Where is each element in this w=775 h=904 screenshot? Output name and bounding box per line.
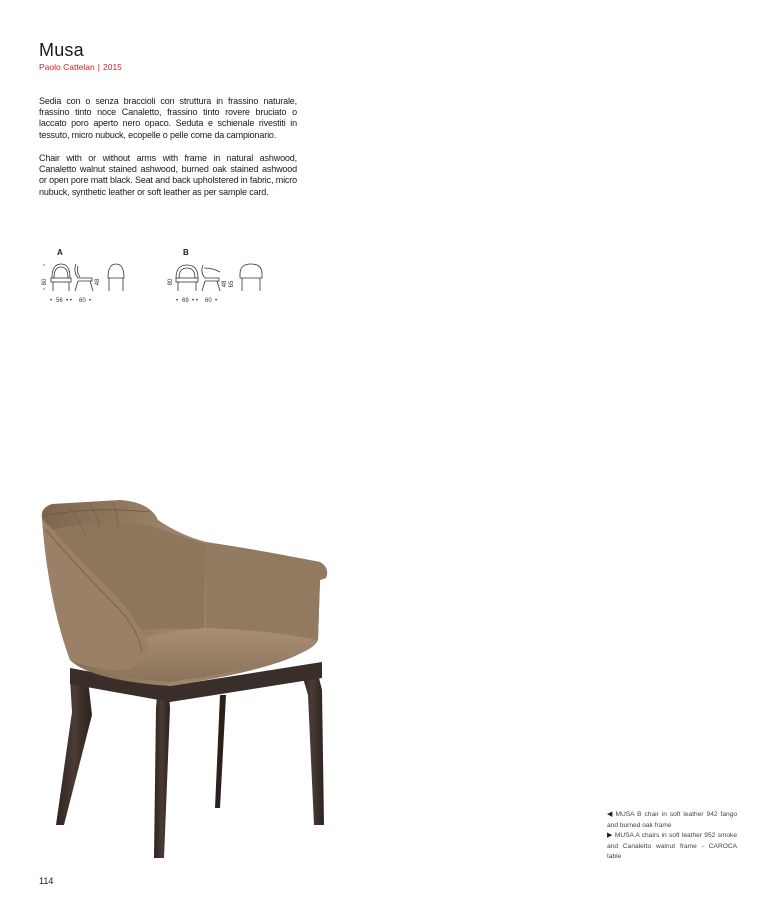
back-leg-left <box>215 695 226 808</box>
svg-text:•: • <box>176 298 179 304</box>
front-leg-left <box>56 678 92 825</box>
dim-a-seat: 48 <box>95 278 101 286</box>
dim-b-depth: 60 <box>205 298 212 304</box>
chair-arm-right <box>206 542 327 640</box>
chair-b-drawings <box>166 260 271 302</box>
chair-photo <box>30 490 340 870</box>
dim-b-seat: 48 <box>222 280 228 288</box>
photo-caption <box>607 810 737 863</box>
page-number: 114 <box>39 876 54 886</box>
description-italian: Sedia con o senza braccioli con struttura in frassino naturale, frassino tinto noce Canaletto, frassino tinto rovere bruciato o laccato poro aperto nero opaco. Seduta e schienale rivestiti in tessuto, micro nubuck, ecopelle o pelle come da campionario. <box>39 96 297 140</box>
svg-text:•: • <box>89 298 92 304</box>
chair-b-front-view <box>176 265 198 291</box>
model-letter-b: B <box>183 248 189 257</box>
chair-a-side-view <box>75 264 93 291</box>
caption-text-1: MUSA B chair in soft leather 942 fango and burned oak frame <box>607 811 737 829</box>
subtitle-separator: | <box>97 62 100 72</box>
caption-line-2 <box>607 831 737 863</box>
caption-text-2: MUSA A chairs in soft leather 952 smoke and Canaletto walnut frame - CAROCA table <box>607 832 737 860</box>
product-year: 2015 <box>102 62 122 72</box>
dim-b-arm: 65 <box>229 280 235 288</box>
chair-a-drawings <box>40 260 140 302</box>
front-leg-right <box>300 666 324 825</box>
svg-text:• •: • • <box>66 298 72 304</box>
dim-b-height: 80 <box>168 278 174 286</box>
description-english: Chair with or without arms with frame in natural ashwood, Canaletto walnut stained ashwood, burned oak stained ashwood or open pore matt black. Seat and back upholstered in fabric, micro nubuck, synthetic leather or soft leather as per sample card. <box>39 153 297 197</box>
dim-a-width: 56 <box>56 298 63 304</box>
right-arrow-icon: ▶ <box>607 832 613 839</box>
caption-line-1 <box>607 810 737 831</box>
svg-text:• •: • • <box>192 298 198 304</box>
model-letter-a: A <box>57 248 63 257</box>
chair-a-back-view <box>108 264 124 291</box>
dim-a-depth: 60 <box>79 298 86 304</box>
left-arrow-icon: ◀ <box>607 811 614 818</box>
dim-a-dot: • <box>50 298 53 304</box>
chair-a-front-view <box>51 264 71 291</box>
chair-b-side-view <box>202 265 220 291</box>
product-subtitle <box>39 62 122 72</box>
product-title: Musa <box>39 40 84 60</box>
designer-name: Paolo Cattelan <box>39 62 95 72</box>
dim-b-width: 69 <box>182 298 189 304</box>
chair-b-back-view <box>240 264 262 291</box>
dim-a-height: 80 <box>42 278 48 286</box>
front-leg-center <box>154 682 170 858</box>
svg-text:•: • <box>215 298 218 304</box>
